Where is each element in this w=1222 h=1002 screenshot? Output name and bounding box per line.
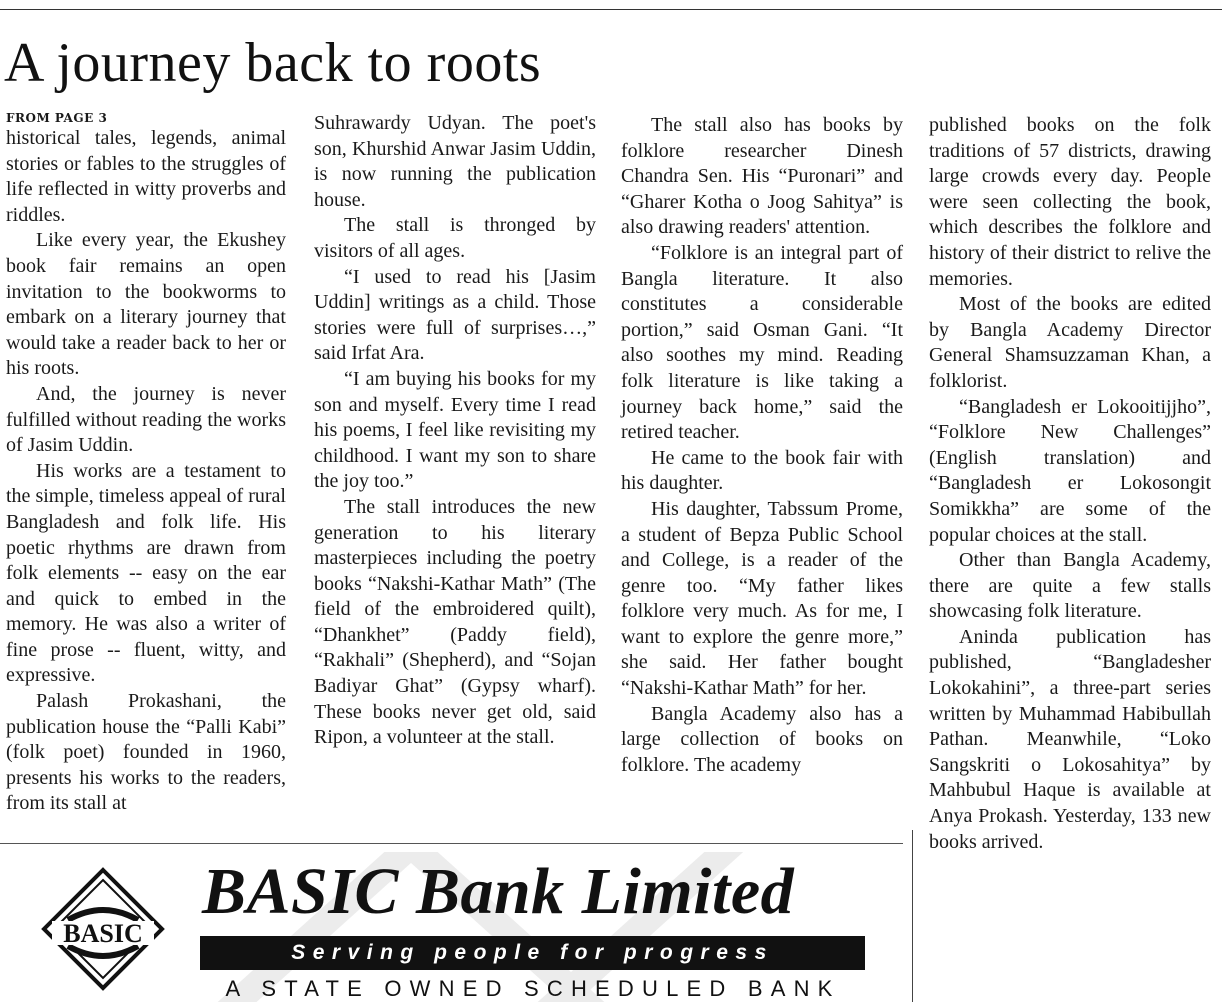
article-column-1 — [6, 111, 286, 817]
top-rule — [0, 9, 1222, 10]
continued-from-label: FROM PAGE 3 — [6, 111, 108, 125]
paragraph: published books on the folk traditions of 57 districts, drawing large crowds every day. People were seen collecting the book, which describes the folklore and history of their district to relive the memories. — [929, 114, 1211, 290]
paragraph: His works are a testament to the simple, timeless appeal of rural Bangladesh and folk life. His poetic rhythms are drawn from folk elements -- easy on the ear and quick to embed in the memory. He was also a writer of fine prose -- fluent, witty, and expressive. — [6, 459, 286, 687]
column-divider — [912, 830, 913, 1002]
paragraph: “Folklore is an integral part of Bangla literature. It also constitutes a considerable portion,” said Osman Gani. “It also soothes my mind. Reading folk literature is like taking a journey back home,” said the retired teacher. — [621, 241, 903, 444]
paragraph: Like every year, the Ekushey book fair remains an open invitation to the bookworms to embark on a literary journey that would take a reader back to her or his roots. — [6, 229, 286, 380]
paragraph: Suhrawardy Udyan. The poet's son, Khurshid Anwar Jasim Uddin, is now running the publication house. — [314, 112, 596, 211]
article-column-2 — [314, 111, 596, 751]
paragraph: The stall introduces the new generation to his literary masterpieces including the poetry books “Nakshi-Kathar Math” (The field of the embroidered quilt), “Dhankhet” (Paddy field), “Rakhali” (Shepherd), and “Sojan Badiyar Ghat” (Gypsy wharf). These books never get old, said Ripon, a volunteer at the stall. — [314, 495, 596, 749]
basic-bank-logo — [40, 866, 166, 992]
paragraph: historical tales, legends, animal stories or fables to the struggles of life reflected in witty proverbs and riddles. — [6, 127, 286, 226]
paragraph: “I am buying his books for my son and myself. Every time I read his poems, I feel like revisiting my childhood. I want my son to share the joy too.” — [314, 367, 596, 493]
article-column-3 — [621, 113, 903, 778]
paragraph: The stall also has books by folklore researcher Dinesh Chandra Sen. His “Puronari” and “Gharer Kotha o Joog Sahitya” is also drawing readers' attention. — [621, 114, 903, 239]
bank-tagline: Serving people for progress — [200, 936, 865, 970]
advertisement — [6, 852, 903, 1002]
paragraph: “Bangladesh er Lokooitijjho”, “Folklore New Challenges” (English translation) and “Bangladesh er Lokosongit Somikkha” are some of the popular choices at the stall. — [929, 395, 1211, 546]
paragraph: The stall is thronged by visitors of all ages. — [314, 214, 596, 262]
paragraph: Bangla Academy also has a large collection of books on folklore. The academy — [621, 702, 903, 776]
paragraph: And, the journey is never fulfilled without reading the works of Jasim Uddin. — [6, 382, 286, 457]
bank-name: BASIC Bank Limited — [202, 855, 795, 928]
logo-text: BASIC — [63, 919, 143, 948]
advertisement-top-rule — [0, 843, 903, 844]
paragraph: Most of the books are edited by Bangla Academy Director General Shamsuzzaman Khan, a folklorist. — [929, 293, 1211, 392]
paragraph: Other than Bangla Academy, there are quite a few stalls showcasing folk literature. — [929, 549, 1211, 623]
paragraph: Aninda publication has published, “Bangladesher Lokokahini”, a three-part series written by Muhammad Habibullah Pathan. Meanwhile, “Loko Sangskriti o Lokosahitya” by Mahbubul Haque is available at Anya Prokash. Yesterday, 133 new books arrived. — [929, 625, 1211, 853]
paragraph: He came to the book fair with his daughter. — [621, 446, 903, 495]
paragraph: “I used to read his [Jasim Uddin] writings as a child. Those stories were full of surprises…,” said Irfat Ara. — [314, 265, 596, 365]
article-column-4 — [929, 113, 1211, 855]
bank-subline: A STATE OWNED SCHEDULED BANK — [225, 976, 841, 1001]
headline: A journey back to roots — [4, 32, 542, 94]
paragraph: Palash Prokashani, the publication house the “Palli Kabi” (folk poet) founded in 1960, presents his works to the readers, from its stall at — [6, 690, 286, 815]
paragraph: His daughter, Tabssum Prome, a student of Bepza Public School and College, is a reader of the genre too. “My father likes folklore very much. As for me, I want to explore the genre more,” she said. Her father bought “Nakshi-Kathar Math” for her. — [621, 497, 903, 700]
